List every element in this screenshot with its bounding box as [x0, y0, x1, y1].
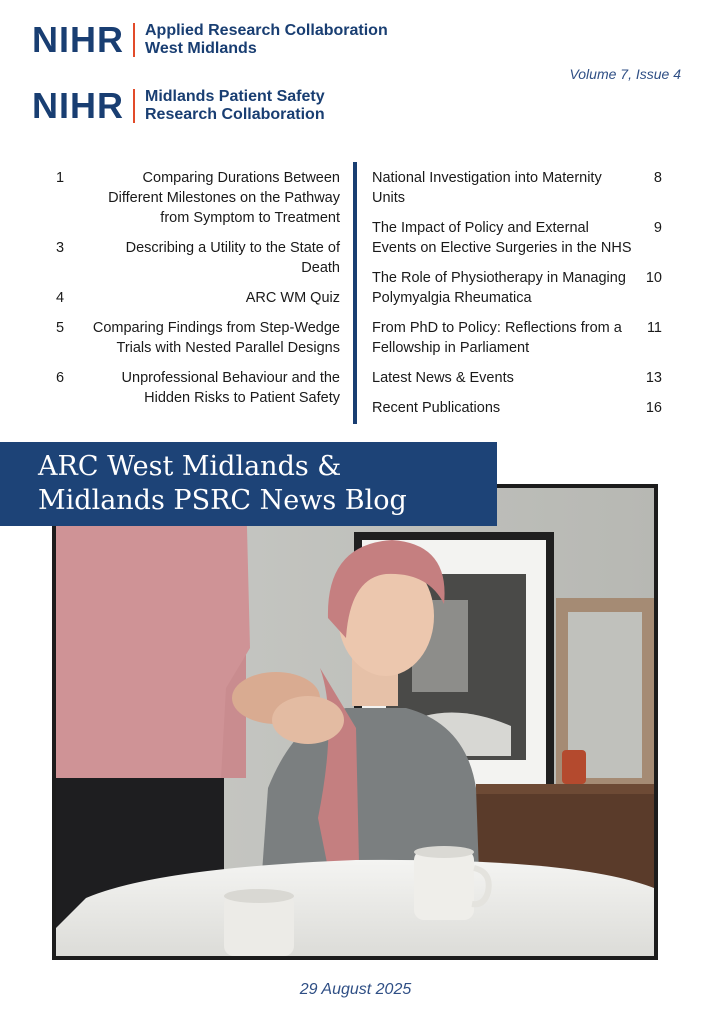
- logo-divider: [133, 23, 135, 57]
- toc-page-number: 16: [645, 400, 662, 416]
- toc-title: ARC WM Quiz: [245, 290, 340, 306]
- toc-title: Comparing Durations Between Different Milestones on the Pathway from Symptom to Treatment: [108, 170, 340, 226]
- toc-title: National Investigation into Maternity Units: [372, 170, 602, 206]
- publication-date: 29 August 2025: [299, 981, 412, 998]
- cover-photo: [52, 484, 658, 960]
- nihr-logo-mark: NIHR: [32, 19, 124, 60]
- toc-title: Latest News & Events: [372, 370, 514, 386]
- nihr-logo-mark: NIHR: [32, 85, 124, 126]
- logo-line-2: West Midlands: [145, 40, 257, 57]
- toc-left-column: [48, 168, 340, 418]
- logo-text: [145, 22, 388, 58]
- toc-item[interactable]: [48, 368, 340, 408]
- toc-page-number: 8: [653, 170, 662, 186]
- toc-title: From PhD to Policy: Reflections from a Fellowship in Parliament: [372, 320, 622, 356]
- toc-title: Recent Publications: [372, 400, 501, 416]
- toc-item[interactable]: [372, 318, 662, 358]
- toc-right-column: [372, 168, 662, 428]
- toc-page-number: 1: [56, 170, 65, 186]
- toc-title: The Role of Physiotherapy in Managing Polymyalgia Rheumatica: [372, 270, 626, 306]
- cover-photo-content: [56, 488, 654, 956]
- toc-title: Comparing Findings from Step-Wedge Trials with Nested Parallel Designs: [92, 320, 340, 356]
- toc-item[interactable]: [372, 168, 662, 208]
- toc-item[interactable]: [372, 218, 662, 258]
- toc-title: Describing a Utility to the State of Death: [125, 240, 340, 276]
- toc-item[interactable]: [372, 398, 662, 418]
- toc-title: The Impact of Policy and External Events on Elective Surgeries in the NHS: [372, 220, 632, 256]
- toc-page-number: 6: [56, 370, 65, 386]
- toc-page-number: 9: [653, 220, 662, 236]
- logo-line-1: Applied Research Collaboration: [145, 22, 388, 39]
- toc-divider: [353, 162, 357, 424]
- logo-line-1: Midlands Patient Safety: [145, 88, 325, 105]
- toc-item[interactable]: [48, 168, 340, 228]
- toc-item[interactable]: [48, 318, 340, 358]
- logo-divider: [133, 89, 135, 123]
- toc-item[interactable]: [48, 238, 340, 278]
- logo-arc-west-midlands: [32, 19, 388, 60]
- toc-page-number: 4: [56, 290, 65, 306]
- toc-item[interactable]: [372, 368, 662, 388]
- cover-photo-illustration: [56, 488, 654, 956]
- toc-title: Unprofessional Behaviour and the Hidden Risks to Patient Safety: [121, 370, 340, 406]
- toc-item[interactable]: [372, 268, 662, 308]
- toc-page-number: 5: [56, 320, 65, 336]
- toc-page-number: 11: [646, 320, 662, 336]
- toc-page-number: 10: [645, 270, 662, 286]
- title-banner: [0, 442, 497, 526]
- toc-page-number: 13: [645, 370, 662, 386]
- issue-label: Volume 7, Issue 4: [569, 66, 681, 82]
- banner-title-line-2: Midlands PSRC News Blog: [38, 485, 407, 516]
- logo-midlands-psrc: [32, 85, 325, 126]
- banner-title-line-1: ARC West Midlands &: [38, 451, 342, 482]
- logo-line-2: Research Collaboration: [145, 106, 325, 123]
- logo-text: [145, 88, 325, 124]
- toc-item[interactable]: [48, 288, 340, 308]
- toc-page-number: 3: [56, 240, 65, 256]
